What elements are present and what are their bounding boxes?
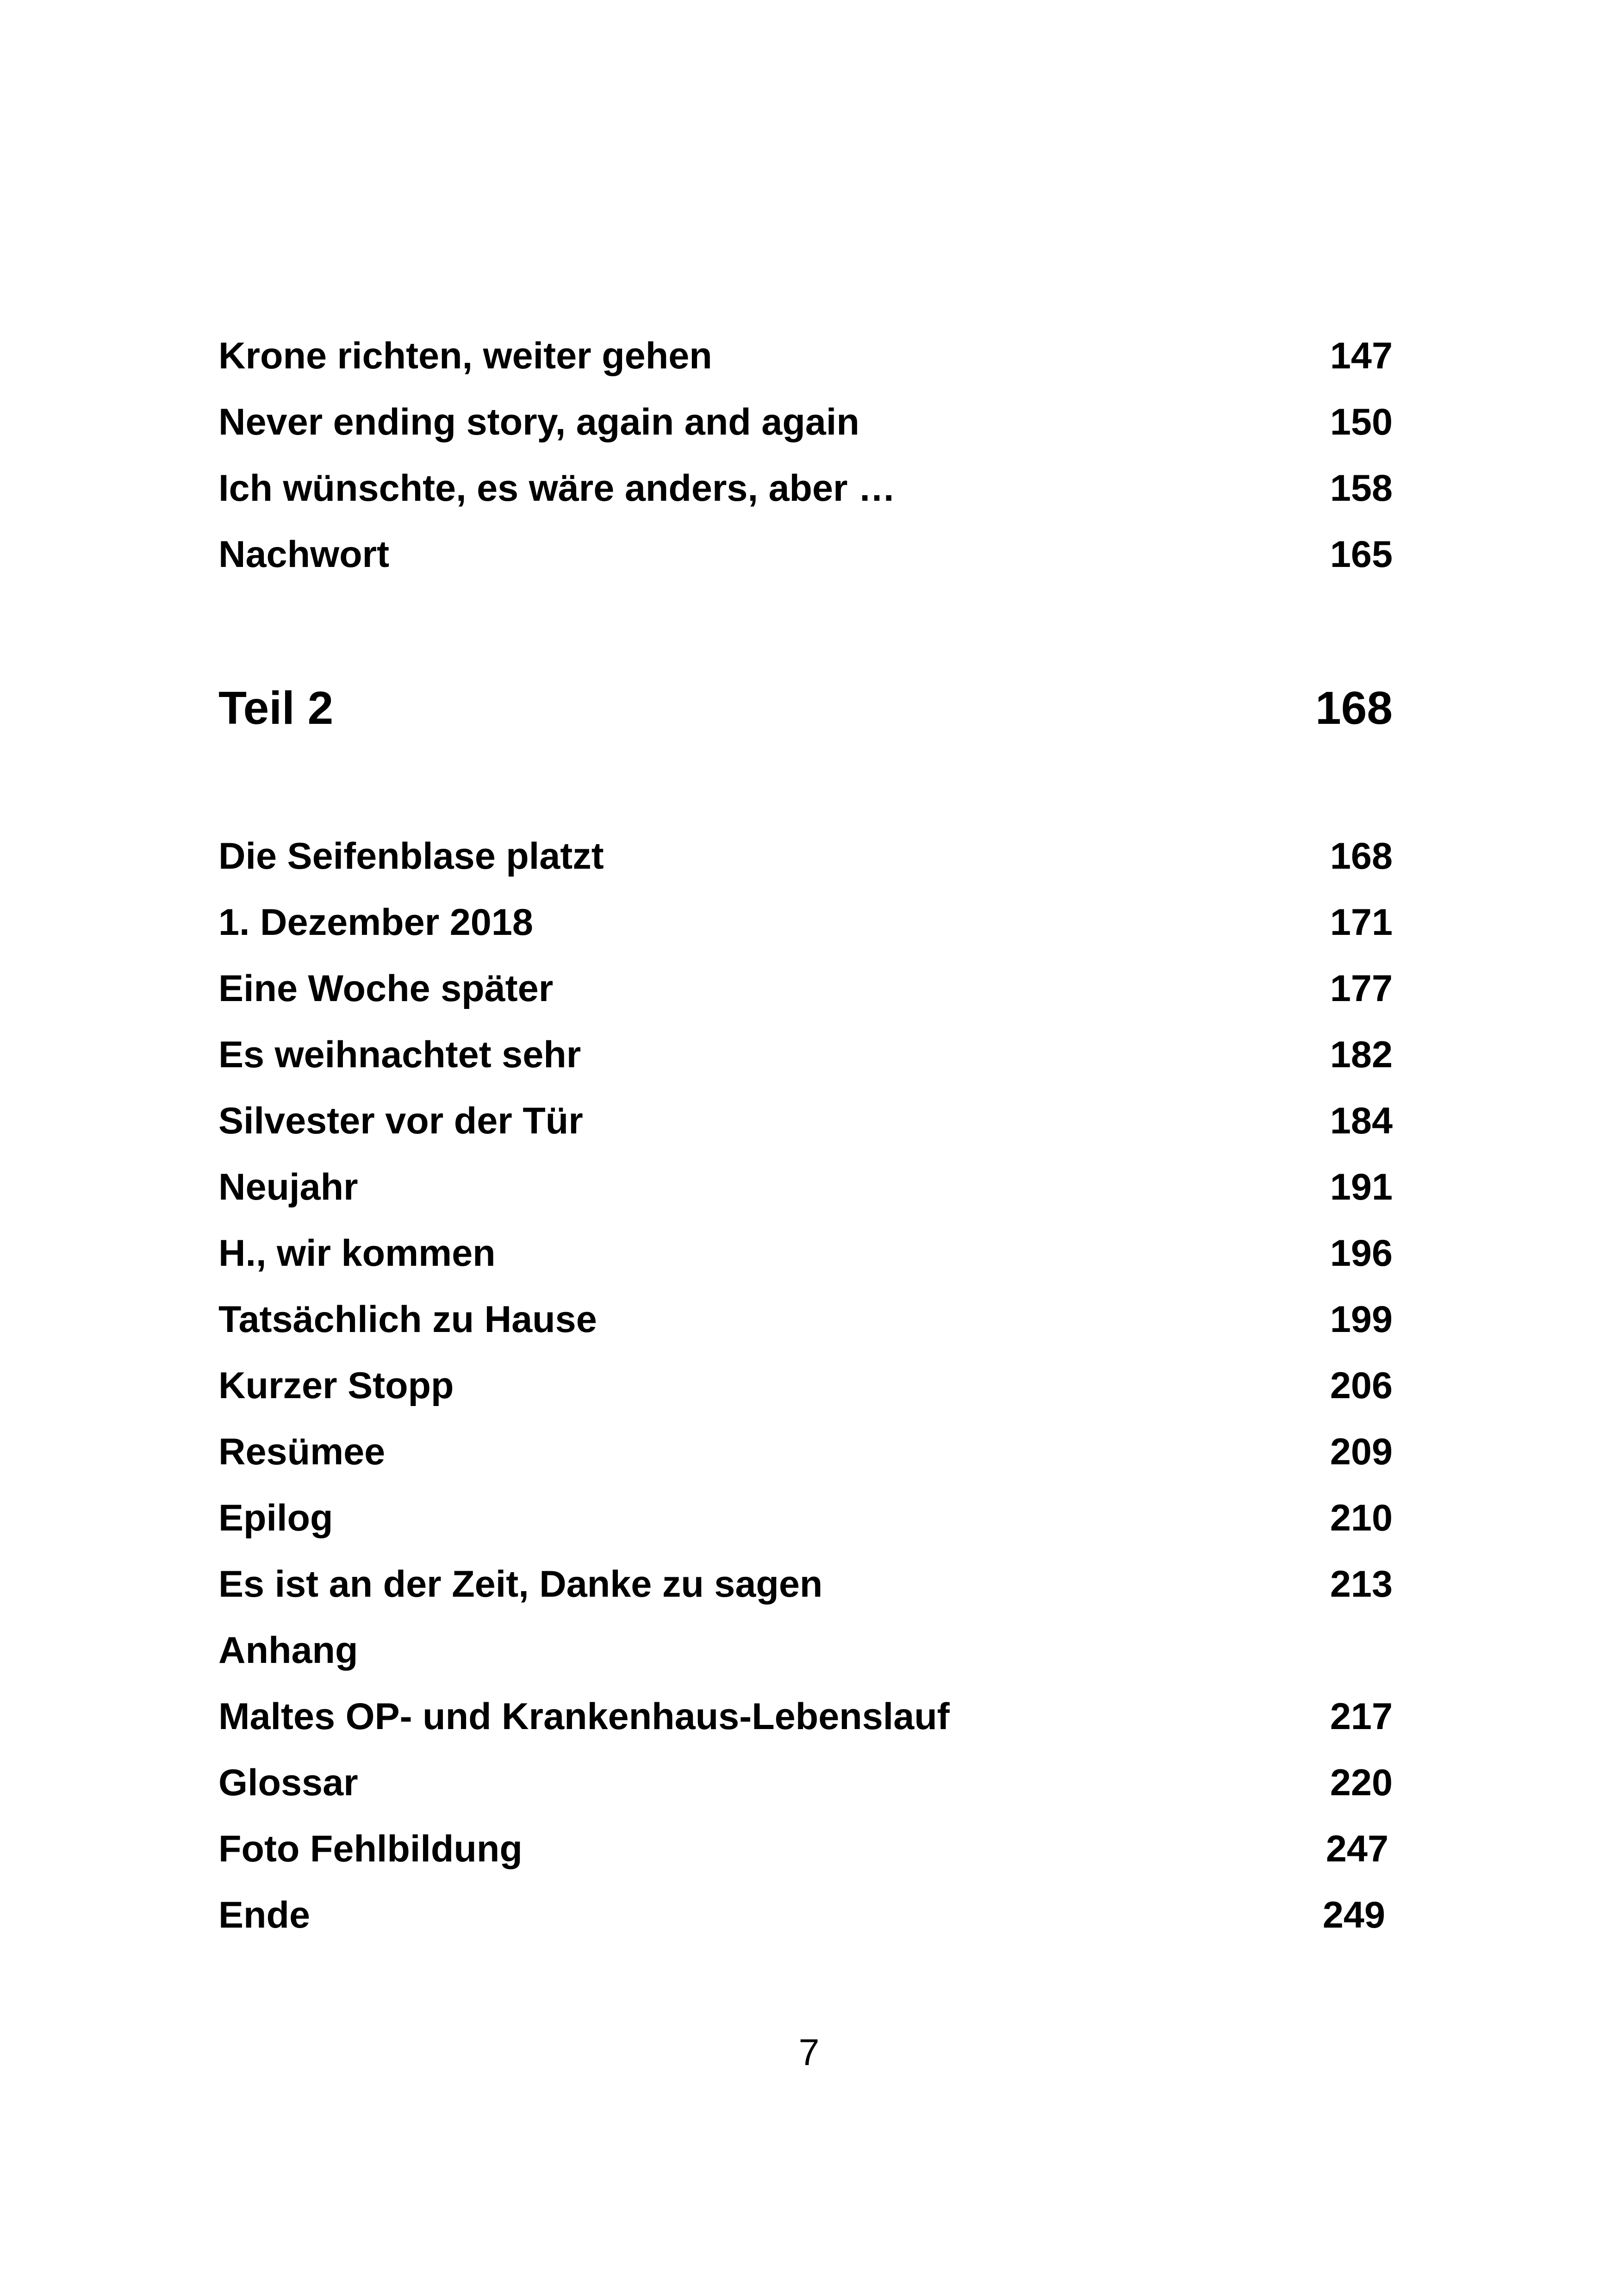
- toc-entry-page: 168: [1330, 835, 1393, 877]
- toc-entry: [0, 452, 1618, 507]
- toc-entry-page: 196: [1330, 1232, 1393, 1274]
- toc-entry-page: 158: [1330, 467, 1393, 509]
- toc-section-page: 168: [1315, 682, 1393, 734]
- toc-entry: [0, 1151, 1618, 1206]
- toc-entry-page: 184: [1330, 1100, 1393, 1142]
- toc-entry-page: 177: [1330, 968, 1393, 1009]
- toc-entry-title: Resümee: [218, 1431, 386, 1473]
- toc-entry-page: 165: [1330, 534, 1393, 575]
- toc-section-title: Teil 2: [218, 682, 334, 734]
- toc-entry: [0, 1084, 1618, 1140]
- toc-entry-title: Es ist an der Zeit, Danke zu sagen: [218, 1563, 823, 1605]
- toc-entry-title: Ich wünschte, es wäre anders, aber …: [218, 467, 896, 509]
- toc-entry-page: 182: [1330, 1034, 1393, 1076]
- toc-entry-title: Neujahr: [218, 1166, 358, 1208]
- toc-entry-title: Ende: [218, 1894, 311, 1936]
- toc-entry-title: Glossar: [218, 1762, 358, 1804]
- toc-entry-page: 171: [1330, 902, 1393, 943]
- toc-entry-page: 217: [1330, 1696, 1393, 1737]
- toc-entry: [0, 952, 1618, 1008]
- toc-entry: [0, 1217, 1618, 1272]
- toc-entry: [0, 1812, 1618, 1868]
- toc-entry-title: Kurzer Stopp: [218, 1365, 454, 1406]
- toc-entry: [0, 319, 1618, 375]
- toc-entry: [0, 820, 1618, 875]
- toc-entry-title: Never ending story, again and again: [218, 401, 859, 443]
- toc-entry: [0, 886, 1618, 941]
- toc-entry-title: H., wir kommen: [218, 1232, 496, 1274]
- toc-entry-title: Anhang: [218, 1630, 358, 1671]
- toc-entry-title: Es weihnachtet sehr: [218, 1034, 581, 1076]
- page-number: 7: [798, 2032, 820, 2073]
- toc-entry: [0, 1746, 1618, 1802]
- toc-entry-page: 206: [1330, 1365, 1393, 1406]
- toc-entry-title: Maltes OP- und Krankenhaus-Lebenslauf: [218, 1696, 950, 1737]
- toc-entry: [0, 1349, 1618, 1405]
- toc-entry: [0, 1481, 1618, 1537]
- toc-entry: [0, 1879, 1618, 1934]
- toc-entry: [0, 1415, 1618, 1471]
- toc-entry-title: Tatsächlich zu Hause: [218, 1299, 597, 1340]
- toc-entry-title: Die Seifenblase platzt: [218, 835, 604, 877]
- toc-entry-page: 247: [1326, 1828, 1388, 1870]
- toc-section-heading: [0, 666, 1618, 734]
- toc-entry-page: 213: [1330, 1563, 1393, 1605]
- toc-entry-page: 150: [1330, 401, 1393, 443]
- toc-entry: [0, 386, 1618, 441]
- toc-entry-title: Nachwort: [218, 534, 390, 575]
- toc-entry-title: Silvester vor der Tür: [218, 1100, 583, 1142]
- toc-entry-page: 210: [1330, 1497, 1393, 1539]
- toc-entry: [0, 518, 1618, 573]
- toc-entry-title: Eine Woche später: [218, 968, 554, 1009]
- toc-entry-page: 220: [1330, 1762, 1393, 1804]
- toc-entry-title: 1. Dezember 2018: [218, 902, 533, 943]
- toc-entry: [0, 1680, 1618, 1736]
- toc-entry: [0, 1548, 1618, 1603]
- toc-entry-page: 147: [1330, 335, 1393, 377]
- toc-entry-title: Foto Fehlbildung: [218, 1828, 523, 1870]
- toc-entry-page: 249: [1322, 1894, 1385, 1936]
- toc-entry: [0, 1018, 1618, 1074]
- toc-entry-page: 199: [1330, 1299, 1393, 1340]
- toc-entry: [0, 1283, 1618, 1338]
- toc-entry-title: Epilog: [218, 1497, 333, 1539]
- toc-entry: [0, 1614, 1618, 1669]
- toc-entry-page: 191: [1330, 1166, 1393, 1208]
- toc-entry-page: 209: [1330, 1431, 1393, 1473]
- toc-entry-title: Krone richten, weiter gehen: [218, 335, 712, 377]
